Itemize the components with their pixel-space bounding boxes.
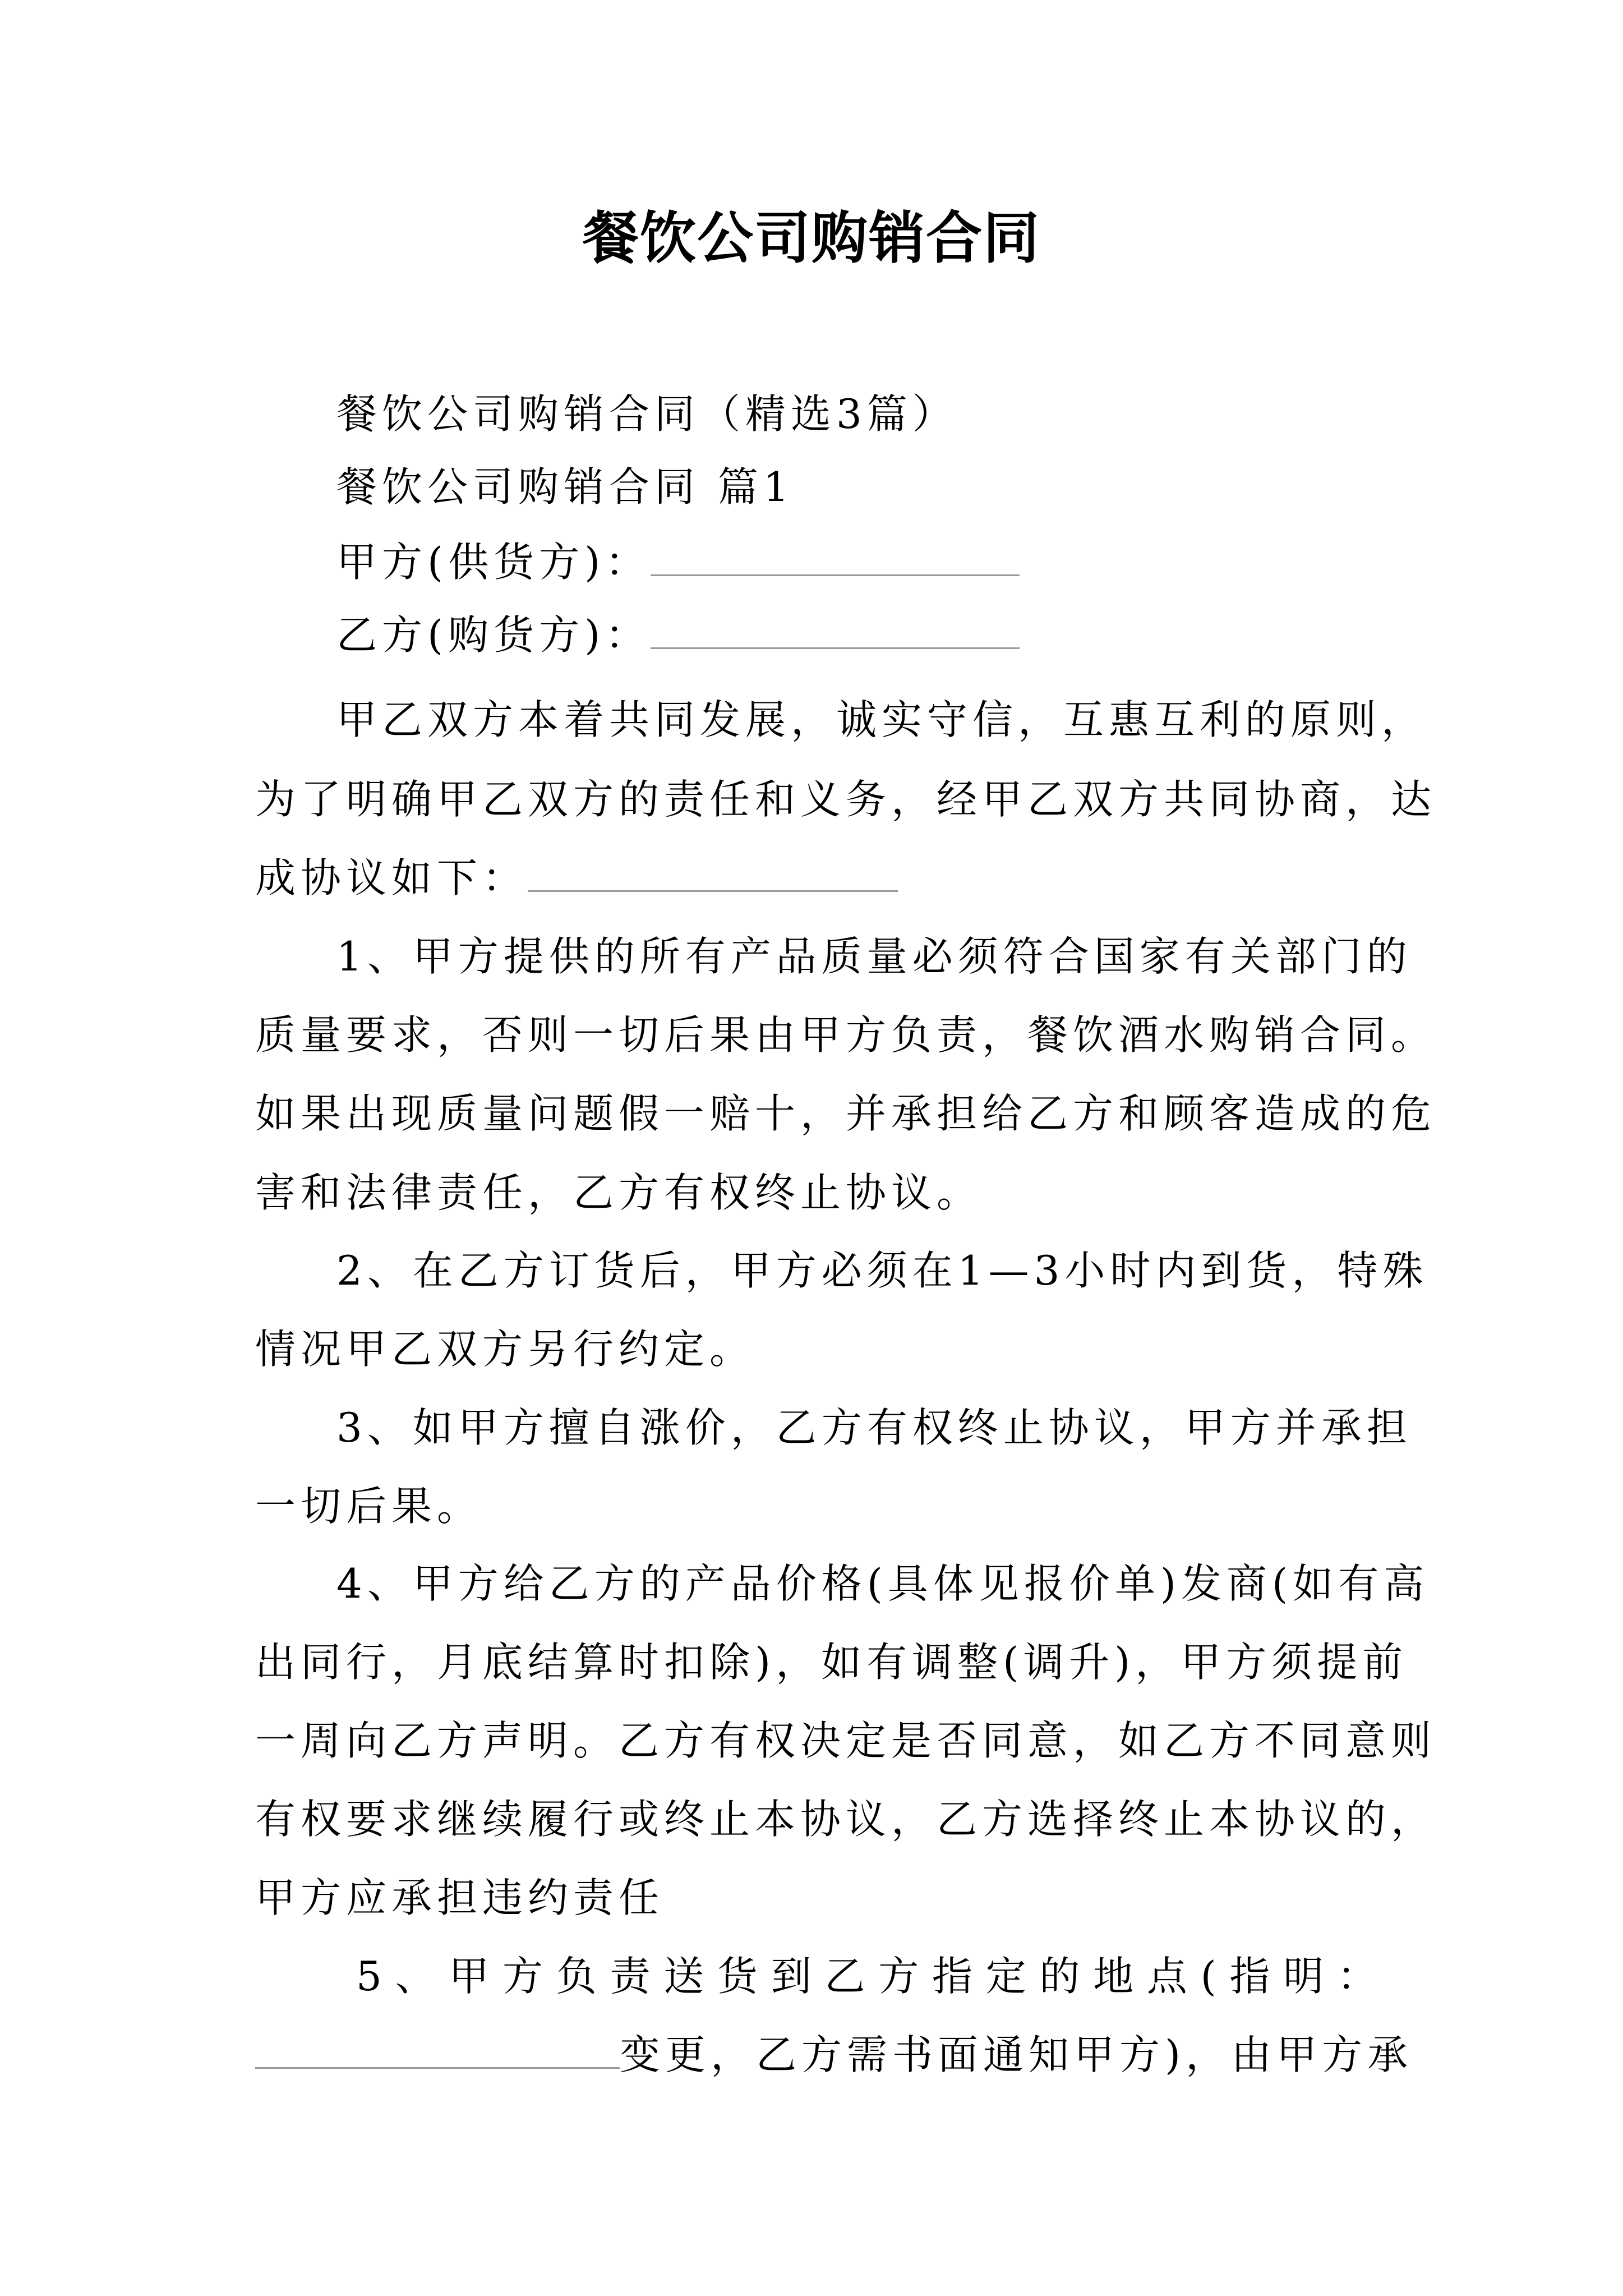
party-a-line bbox=[336, 531, 1486, 593]
clause-4-line-4: 有权要求继续履行或终止本协议，乙方选择终止本协议的， bbox=[255, 1796, 1437, 1843]
document-title: 餐饮公司购销合同 bbox=[583, 205, 1040, 271]
section-heading: 餐饮公司购销合同 篇1 bbox=[336, 463, 794, 510]
clause-4-line-3: 一周向乙方声明。乙方有权决定是否同意，如乙方不同意则 bbox=[255, 1717, 1437, 1764]
clause-5-line-1: 5、甲方负责送货到乙方指定的地点(指明： bbox=[356, 1953, 1382, 2000]
party-b-line bbox=[336, 604, 1486, 666]
clause-1-line-1: 1、甲方提供的所有产品质量必须符合国家有关部门的 bbox=[336, 933, 1412, 980]
preamble-line-3: 成协议如下： bbox=[255, 854, 528, 901]
delivery-location-blank bbox=[255, 2028, 620, 2069]
clause-4-line-1: 4、甲方给乙方的产品价格(具体见报价单)发商(如有高 bbox=[336, 1560, 1430, 1607]
clause-4-line-5: 甲方应承担违约责任 bbox=[255, 1874, 665, 1921]
clause-4-line-2: 出同行，月底结算时扣除)，如有调整(调升)，甲方须提前 bbox=[255, 1639, 1408, 1686]
preamble-line-2: 为了明确甲乙双方的责任和义务，经甲乙双方共同协商，达 bbox=[255, 776, 1437, 823]
agreement-blank bbox=[528, 851, 898, 892]
clause-1-line-2: 质量要求，否则一切后果由甲方负责，餐饮酒水购销合同。 bbox=[255, 1011, 1437, 1059]
party-a-blank bbox=[651, 535, 1020, 576]
clause-1-line-4: 害和法律责任，乙方有权终止协议。 bbox=[255, 1169, 983, 1216]
clause-2-line-1: 2、在乙方订货后，甲方必须在1—3小时内到货，特殊 bbox=[336, 1247, 1428, 1294]
clause-3-line-2: 一切后果。 bbox=[255, 1483, 483, 1530]
clause-1-line-3: 如果出现质量问题假一赔十，并承担给乙方和顾客造成的危 bbox=[255, 1090, 1437, 1137]
preamble-line-3-wrap bbox=[255, 847, 1405, 909]
party-b-label: 乙方(购货方)： bbox=[336, 611, 651, 659]
clause-5-line-2: 变更，乙方需书面通知甲方)，由甲方承 bbox=[620, 2031, 1413, 2078]
preamble-line-1: 甲乙双方本着共同发展，诚实守信，互惠互利的原则， bbox=[336, 696, 1427, 743]
clause-2-line-2: 情况甲乙双方另行约定。 bbox=[255, 1326, 755, 1373]
subtitle: 餐饮公司购销合同（精选3篇） bbox=[336, 390, 958, 438]
clause-5-line-2-wrap bbox=[255, 2024, 1413, 2086]
clause-3-line-1: 3、如甲方擅自涨价，乙方有权终止协议，甲方并承担 bbox=[336, 1404, 1412, 1451]
party-b-blank bbox=[651, 608, 1020, 649]
party-a-label: 甲方(供货方)： bbox=[336, 539, 651, 586]
